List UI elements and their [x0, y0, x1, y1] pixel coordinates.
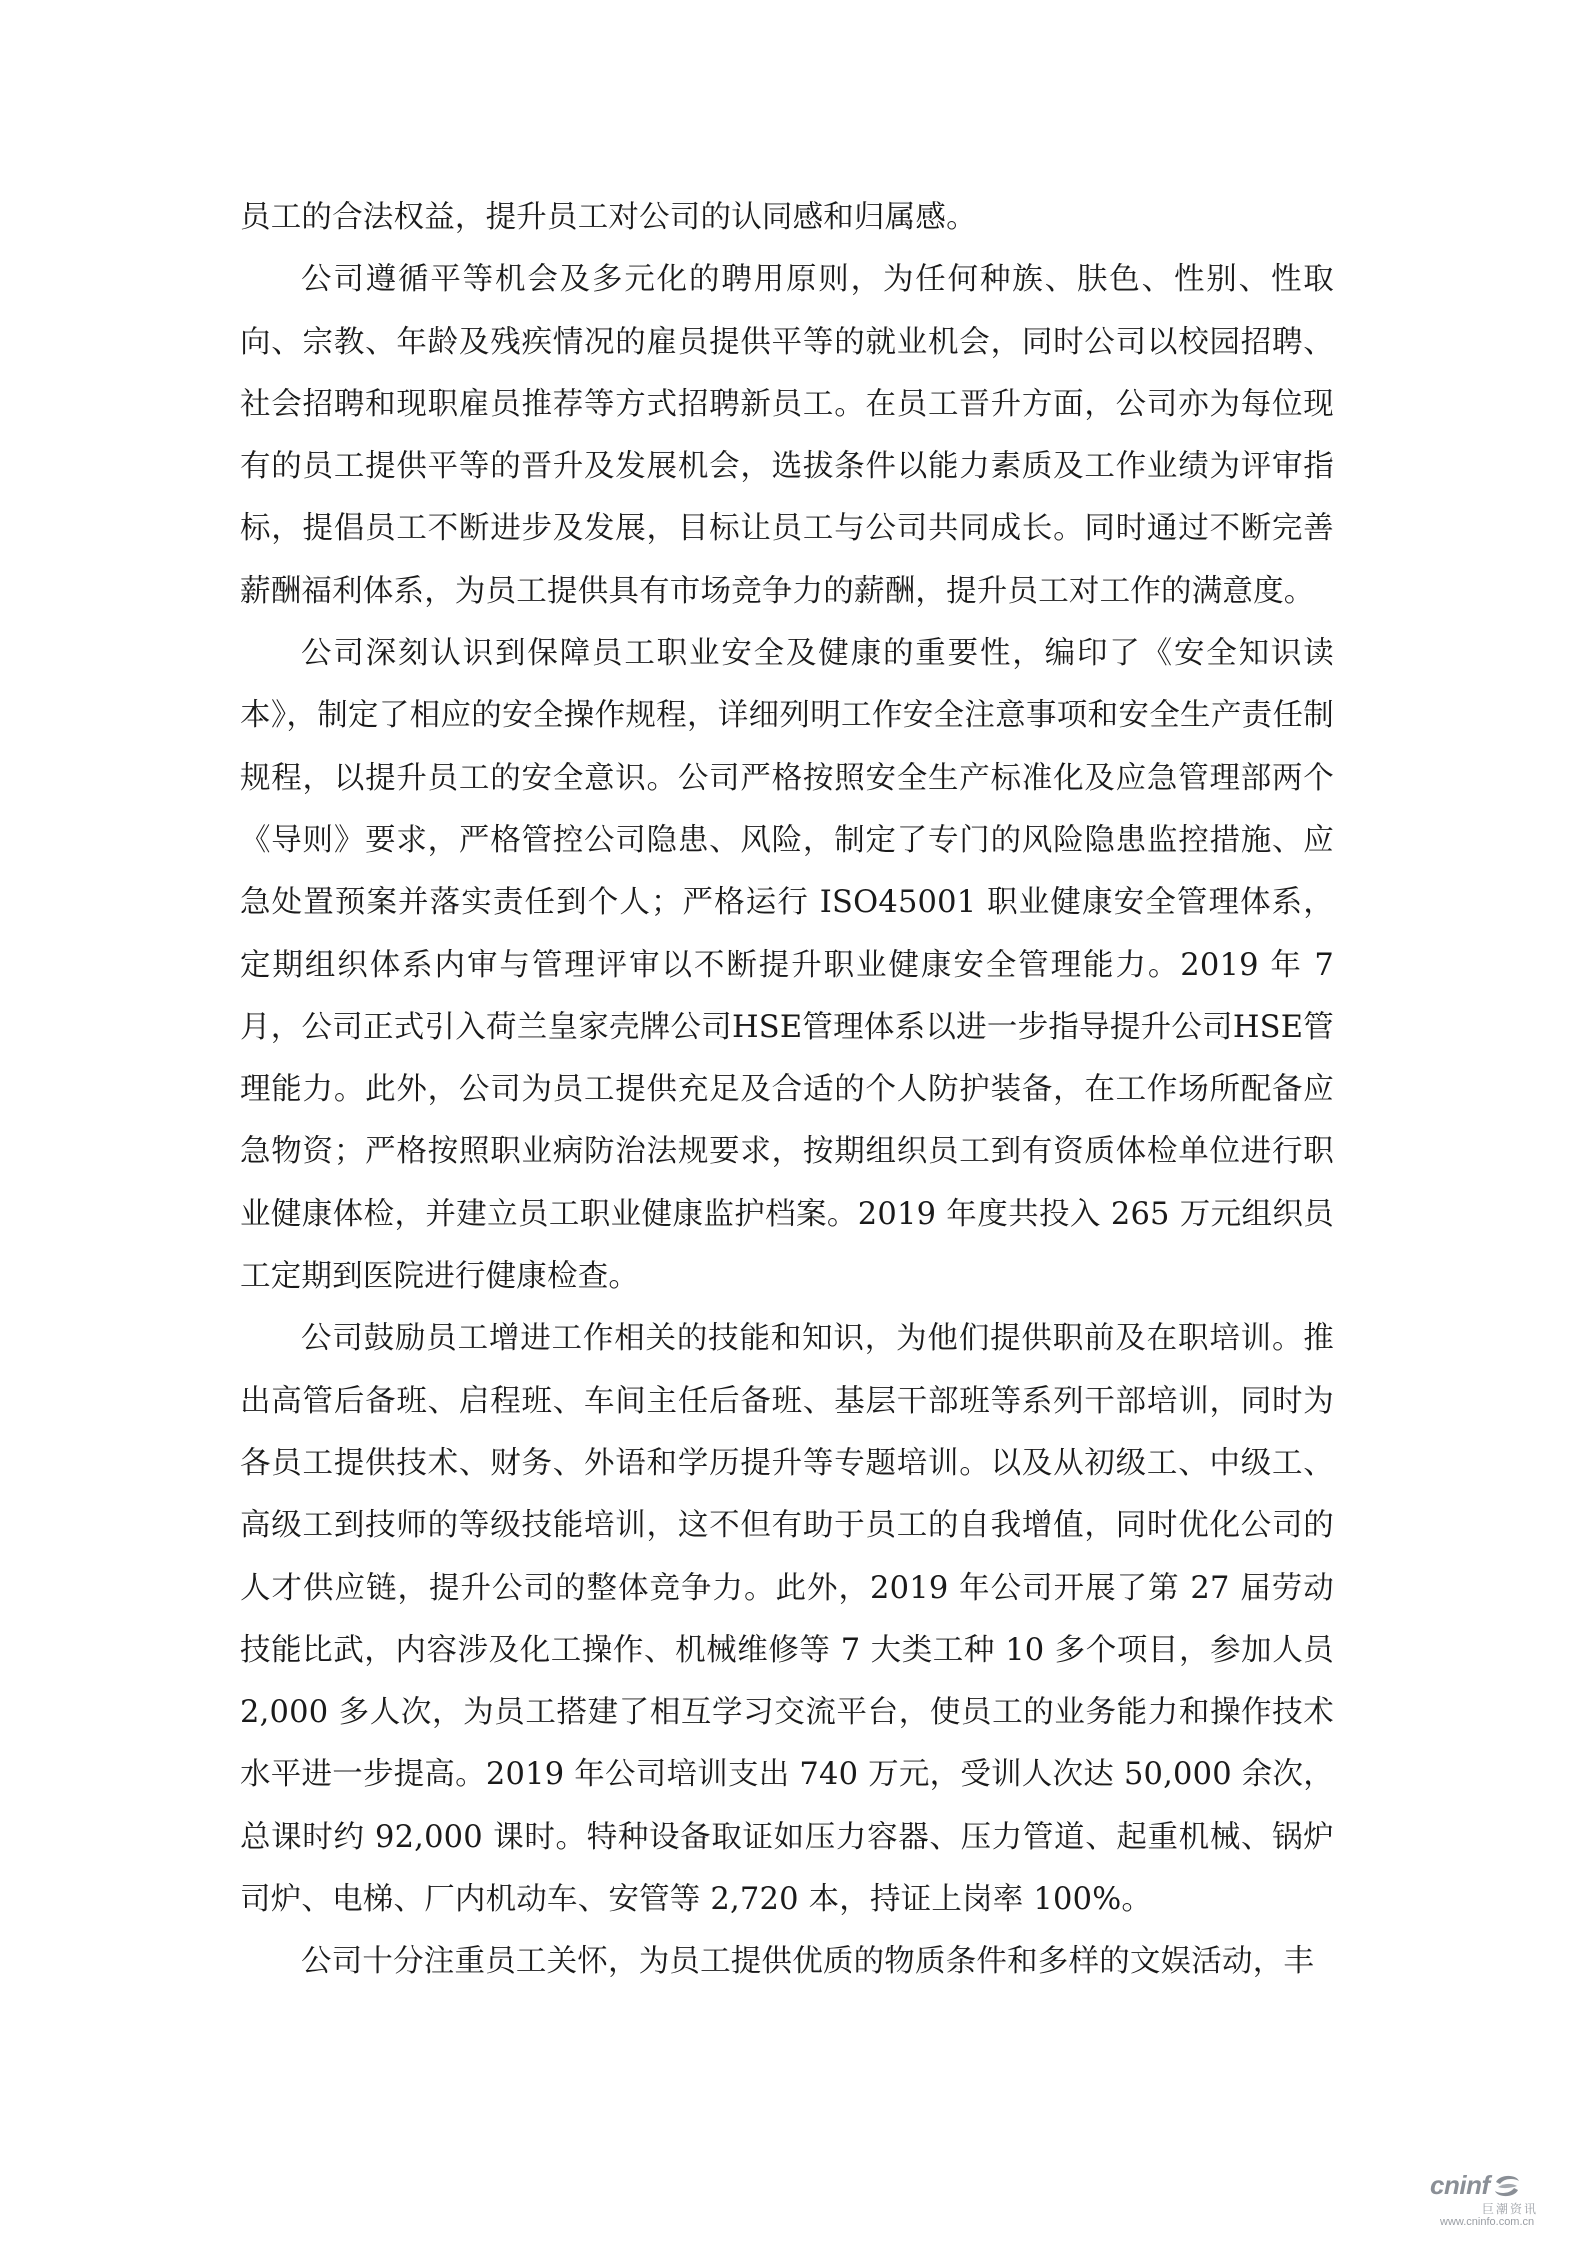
logo-url: www.cninfo.com.cn — [1440, 2216, 1535, 2228]
logo-chinese-name: 巨潮资讯 — [1482, 2202, 1539, 2216]
logo-row — [1430, 2170, 1522, 2201]
document-body — [240, 187, 1334, 1994]
paragraph-training: 公司鼓励员工增进工作相关的技能和知识，为他们提供职前及在职培训。推出高管后备班、启程班、车间主任后备班、基层干部班等系列干部培训，同时为各员工提供技术、财务、外语和学历提升等专题培训。以及从初级工、中级工、高级工到技师的等级技能培训，这不但有助于员工的自我增值，同时优化公司的人才供应链，提升公司的整体竞争力。此外，2019 年公司开展了第 27 届劳动技能比武，内容涉及化工操作、机械维修等 7 大类工种 10 多个项目，参加人员 2,000 多人次，为员工搭建了相互学习交流平台，使员工的业务能力和操作技术水平进一步提高。2019 年公司培训支出 740 万元，受训人次达 50,000 余次，总课时约 92,000 课时。特种设备取证如压力容器、压力管道、起重机械、锅炉司炉、电梯、厂内机动车、安管等 2,720 本，持证上岗率 100%。 — [240, 1321, 1334, 1918]
paragraph-equal-opportunity: 公司遵循平等机会及多元化的聘用原则，为任何种族、肤色、性别、性取向、宗教、年龄及残疾情况的雇员提供平等的就业机会，同时公司以校园招聘、社会招聘和现职雇员推荐等方式招聘新员工。在员工晋升方面，公司亦为每位现有的员工提供平等的晋升及发展机会，选拔条件以能力素质及工作业绩为评审指标，提倡员工不断进步及发展，目标让员工与公司共同成长。同时通过不断完善薪酬福利体系，为员工提供具有市场竞争力的薪酬，提升员工对工作的满意度。 — [240, 262, 1334, 609]
cninf-watermark-logo — [1430, 2170, 1555, 2230]
paragraph-employee-care: 公司十分注重员工关怀，为员工提供优质的物质条件和多样的文娱活动，丰 — [301, 1944, 1315, 1980]
paragraph-occupational-safety: 公司深刻认识到保障员工职业安全及健康的重要性，编印了《安全知识读本》，制定了相应的安全操作规程，详细列明工作安全注意事项和安全生产责任制规程，以提升员工的安全意识。公司严格按照安全生产标准化及应急管理部两个《导则》要求，严格管控公司隐患、风险，制定了专门的风险隐患监控措施、应急处置预案并落实责任到个人；严格运行 ISO45001 职业健康安全管理体系，定期组织体系内审与管理评审以不断提升职业健康安全管理能力。2019 年 7 月，公司正式引入荷兰皇家壳牌公司HSE管理体系以进一步指导提升公司HSE管理能力。此外，公司为员工提供充足及合适的个人防护装备，在工作场所配备应急物资；严格按照职业病防治法规要求，按期组织员工到有资质体检单位进行职业健康体检，并建立员工职业健康监护档案。2019 年度共投入 265 万元组织员工定期到医院进行健康检查。 — [240, 636, 1334, 1295]
cninf-swirl-icon — [1492, 2172, 1522, 2200]
paragraph-continuation: 员工的合法权益，提升员工对公司的认同感和归属感。 — [240, 200, 977, 235]
logo-wordmark: cninf — [1430, 2170, 1490, 2200]
